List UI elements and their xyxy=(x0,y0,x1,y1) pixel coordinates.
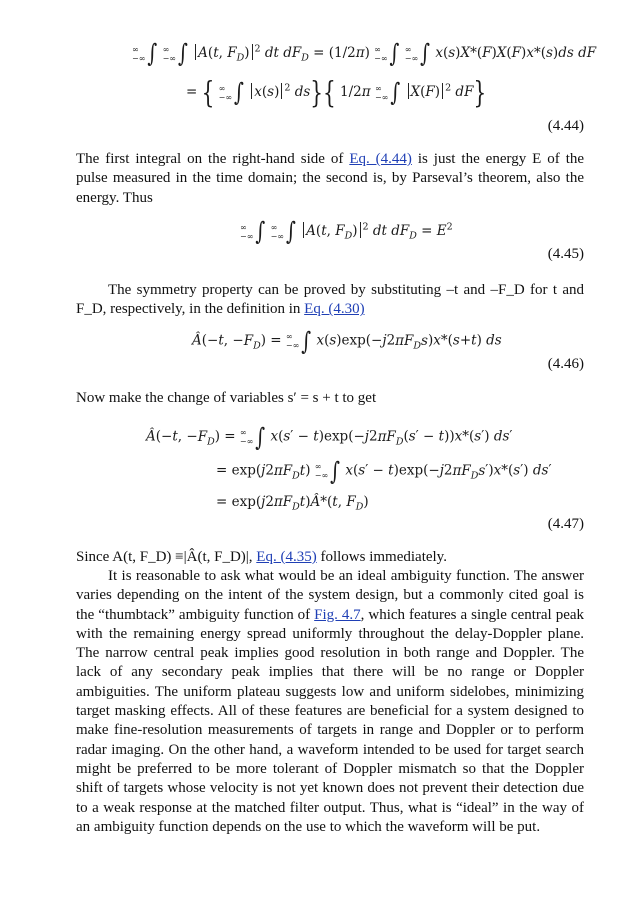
para1-text-before: The first integral on the right-hand side of xyxy=(76,151,344,167)
equation-4-45: ∞ −∞ ∫ ∞ −∞ ∫ A(t, $F_D$) $^2$ dt $dF_D = E^2$ xyxy=(240,217,453,247)
equation-4-44-line2: = { ∞ −∞ ∫ x(s) $^2$ ds}{ 1/2π ∞ −∞ ∫ X(F) $^2$ dF} xyxy=(186,74,487,110)
equation-4-46: Â(−t, $-F_D$) = ∞ −∞ ∫ $x(s)\exp(-j2\pi F_Ds)x*(s+t)$ ds xyxy=(192,327,502,356)
para4-text-before: Since A(t, F_D) ≡|Â(t, F_D)|, xyxy=(76,549,253,565)
equation-4-47-line3: = $\exp(j2\pi F_Dt)Â*(t$, $F_D$) xyxy=(216,494,369,513)
equation-4-47-line1: Â(−t, $-F_D$) = ∞ −∞ ∫ $x(s' - t)\exp(-j2\pi F_D(s' - t))x*(s')$ ds′ xyxy=(146,423,513,452)
link-eq-4-44[interactable]: Eq. (4.44) xyxy=(349,151,412,167)
equation-number-4-46: (4.46) xyxy=(547,356,584,372)
para5-text-after: , which features a single central peak with the remaining energy spread uniformly throughout the delay-Doppler plane. The narrow central peak implies good resolution in both range and Doppler. The lack of any secondary peak implies that there will be no range or Doppler ambiguities. The uniform plateau suggests low and uniform sidelobes, minimizing target masking effects. All of these features are beneficial for a system designed to make fine-resolution measurements of targets in range and Doppler or to perform radar imaging. On the other hand, a waveform intended to be used for target search might be preferred to be more tolerant of Doppler mismatch so that the Doppler shift of targets whose velocity is not yet known does not prevent their detection due to a weak response at the matched filter output. Thus, what is “ideal” in the way of an ambiguity function depends on the use to which the waveform will be put. xyxy=(76,606,585,835)
equation-number-4-45: (4.45) xyxy=(547,246,584,262)
para2-text: The symmetry property can be proved by substituting –t and –F_D for t and F_D, respectively, in the definition in xyxy=(76,282,584,318)
link-fig-4-7[interactable]: Fig. 4.7 xyxy=(314,606,361,623)
equation-number-4-47: (4.47) xyxy=(547,516,584,532)
para3-text: Now make the change of variables s′ = s + t to get xyxy=(76,390,377,406)
equation-4-44-line1: ∞ −∞ ∫ ∞ −∞ ∫ A(t, $F_D$) $^2$ dt $dF_D = (1/2\pi)$ ∞ −∞ ∫ ∞ −∞ ∫ x(s)X*(F)X(F)x*(s)ds dF xyxy=(132,39,597,69)
para1-text-after: is just the energy E of the pulse measured in the time domain; the second is, by Parseval’s theorem, also the energy. Thus xyxy=(76,151,585,206)
link-eq-4-35[interactable]: Eq. (4.35) xyxy=(256,549,317,565)
para4-text-after: follows immediately. xyxy=(320,549,447,565)
paragraph-since xyxy=(76,548,584,567)
paragraph-change-variables xyxy=(76,389,584,408)
equation-4-47-line2: = $\exp(j2\pi F_Dt)$ ∞ −∞ ∫ $x(s' - t)\exp(-j2\pi F_Ds')x*(s')$ ds′ xyxy=(216,457,552,486)
equation-number-4-44: (4.44) xyxy=(547,118,584,134)
paragraph-energy xyxy=(76,150,584,208)
paragraph-ideal-ambiguity xyxy=(76,567,584,837)
paragraph-symmetry xyxy=(76,281,584,320)
link-eq-4-30[interactable]: Eq. (4.30) xyxy=(304,301,365,318)
para5-text-before: It is reasonable to ask what would be an ideal ambiguity function. The answer varies depending on the intent of the system design, but a commonly cited goal is the “thumbtack” ambiguity function of xyxy=(76,568,584,623)
